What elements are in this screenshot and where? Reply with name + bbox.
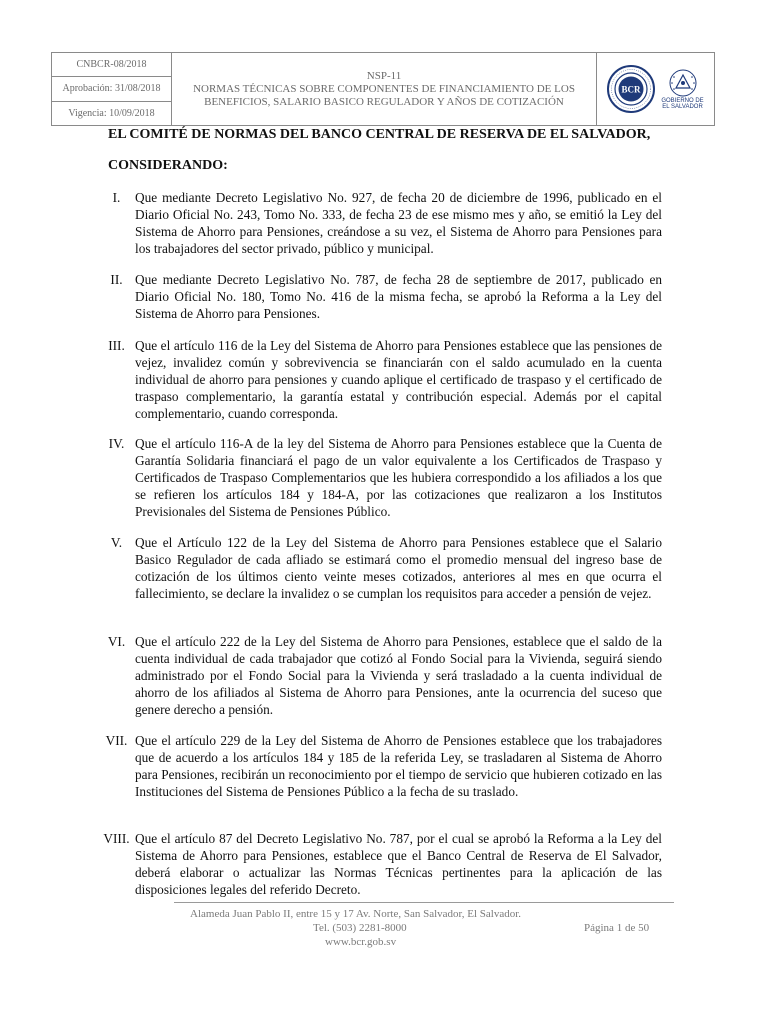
list-item xyxy=(76,535,662,603)
list-item xyxy=(76,190,662,258)
document-title: EL COMITÉ DE NORMAS DEL BANCO CENTRAL DE RESERVA DE EL SALVADOR, xyxy=(108,127,651,142)
item-number: II. xyxy=(110,272,123,287)
item-text: Que el artículo 87 del Decreto Legislativo No. 787, por el cual se aprobó la Reforma a la Ley del Sistema de Ahorro para Pensiones, establece que el Banco Central de Reserva de El Salvador, deberá elaborar o actualizar las Normas Técnicas pertinentes para la aplicación de las disposiciones legales del referido Decreto. xyxy=(135,831,662,897)
list-item xyxy=(76,733,662,801)
gov-label-1: GOBIERNO DE xyxy=(661,98,704,104)
item-number: IV. xyxy=(108,436,125,451)
coat-of-arms-icon xyxy=(668,68,698,98)
header-metadata xyxy=(52,53,172,125)
norm-id: NSP-11 xyxy=(366,69,402,82)
bcr-seal-logo xyxy=(607,65,655,113)
list-item xyxy=(76,634,662,719)
footer-website: www.bcr.gob.sv xyxy=(325,936,397,948)
footer-divider xyxy=(174,902,674,903)
validity-date: Vigencia: 10/09/2018 xyxy=(68,107,155,119)
item-text: Que el artículo 229 de la Ley del Sistema de Ahorro de Pensiones establece que los trabajadores que de acuerdo a los artículos 184 y 185 de la referida Ley, se trasladaren al Sistema de Ahorro para Pensiones, recibirán un reconocimiento por el tiempo de servicio que hubieren cotizado en las Instituciones del Sistema de Pensiones Público a la fecha de su traslado. xyxy=(135,733,662,799)
list-item xyxy=(76,436,662,521)
document-code: CNBCR-08/2018 xyxy=(52,53,171,77)
item-text: Que mediante Decreto Legislativo No. 927, de fecha 20 de diciembre de 1996, publicado en el Diario Oficial No. 243, Tomo No. 333, de fecha 23 de ese mismo mes y año, se emitió la Ley del Sistema de Ahorro para Pensiones, creándose a su vez, el Sistema de Ahorro para Pensiones para los trabajadores del sector privado, público y municipal. xyxy=(135,190,662,256)
item-text: Que el artículo 116-A de la ley del Sistema de Ahorro para Pensiones establece que la Cuenta de Garantía Solidaria financiará el pago de un valor equivalente a los Certificados de Traspaso y Certificados de Traspaso Complementarios que les hubiera correspondido a los afiliados a los que se refieren los artículos 184 y 184-A, por las cotizaciones que realizaron a los Institutos Previsionales del Sistema de Pensiones Público. xyxy=(135,436,662,519)
item-number: VII. xyxy=(105,733,128,748)
item-text: Que el artículo 222 de la Ley del Sistema de Ahorro para Pensiones, establece que el saldo de la cuenta individual de cada trabajador que cotizó al Fondo Social para la Vivienda, seguirá siendo administrado por el Fondo Social para la Vivienda y será trasladado a la cuenta individual de ahorro de los afiliados al Sistema de Ahorro para Pensiones, ante la ocurrencia del suceso que genere derecho a pensión. xyxy=(135,634,662,717)
item-text: Que el artículo 116 de la Ley del Sistema de Ahorro para Pensiones establece que las pensiones de vejez, invalidez común y sobrevivencia se financiarán con el saldo acumulado en la cuenta individual de ahorro para pensiones y cuando aplique el certificado de traspaso y el certificado de traspaso complementario, la garantía estatal y contribución especial. Además por el capital complementario, cuando corresponda. xyxy=(135,338,662,421)
gov-label-2: EL SALVADOR xyxy=(662,104,703,110)
header-logos xyxy=(597,53,714,125)
item-text: Que mediante Decreto Legislativo No. 787, de fecha 28 de septiembre de 2017, publicado en Diario Oficial No. 180, Tomo No. 416 de la misma fecha, se aprobó la Reforma a la Ley del Sistema de Ahorro para Pensiones. xyxy=(135,272,662,321)
considering-heading: CONSIDERANDO: xyxy=(108,158,228,173)
government-coat-of-arms xyxy=(661,68,703,110)
item-number: I. xyxy=(112,190,121,205)
approval-date: Aprobación: 31/08/2018 xyxy=(52,77,171,101)
list-item xyxy=(76,831,662,899)
item-text: Que el Artículo 122 de la Ley del Sistema de Ahorro para Pensiones establece que el Salario Basico Regulador de cada afliado se estimará como el promedio mensual del ingreso base de cotización de los últimos ciento veinte meses cotizados, anteriores al mes en que ocurra el fallecimiento, se declare la invalidez o se cumplan los requisitos para acceder a pensión de vejez. xyxy=(135,535,662,601)
item-number: V. xyxy=(110,535,123,550)
footer-address: Alameda Juan Pablo II, entre 15 y 17 Av. Norte, San Salvador, El Salvador. xyxy=(190,908,522,920)
header-title-block xyxy=(172,53,597,125)
page-number: Página 1 de 50 xyxy=(584,922,650,934)
document-header xyxy=(51,52,715,126)
svg-text:BCR: BCR xyxy=(621,84,641,95)
item-number: III. xyxy=(108,338,125,353)
list-item xyxy=(76,272,662,323)
list-item xyxy=(76,338,662,423)
footer-phone: Tel. (503) 2281-8000 xyxy=(313,922,407,934)
norm-title: NORMAS TÉCNICAS SOBRE COMPONENTES DE FINANCIAMIENTO DE LOS BENEFICIOS, SALARIO BASICO REGULADOR Y AÑOS DE COTIZACIÓN xyxy=(193,82,575,108)
item-number: VIII. xyxy=(103,831,130,846)
item-number: VI. xyxy=(107,634,126,649)
